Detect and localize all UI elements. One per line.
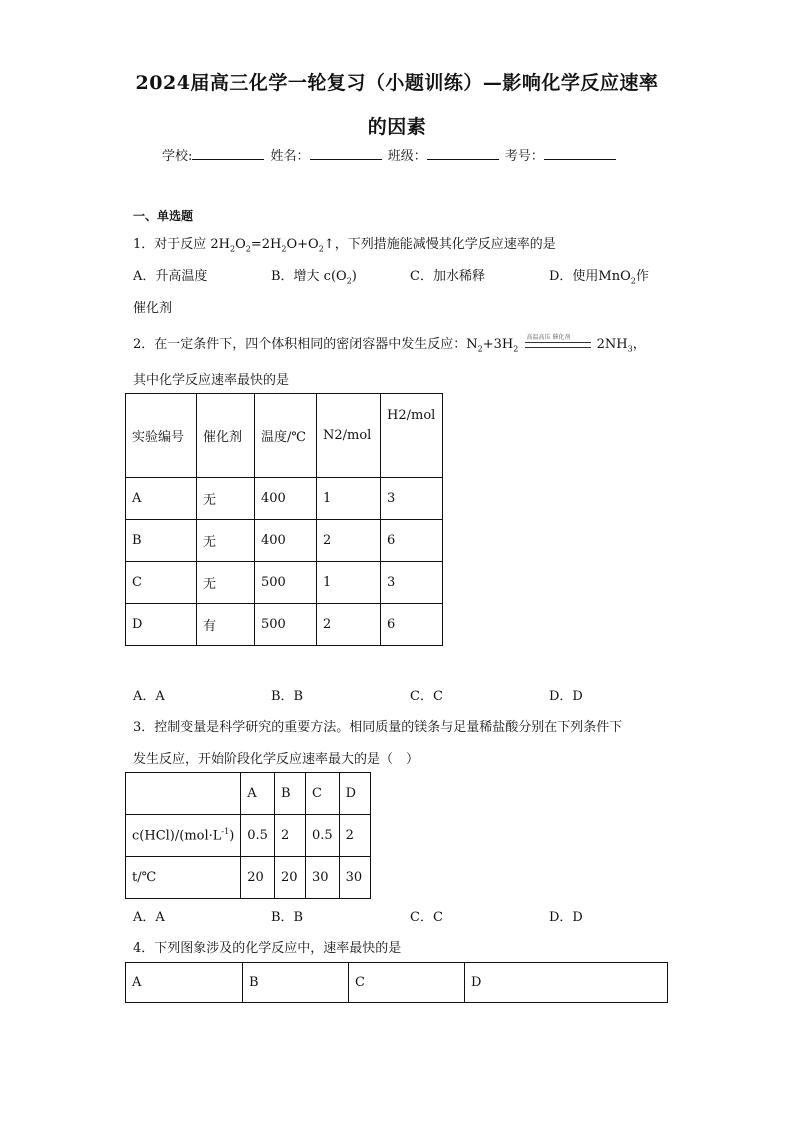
table-header-cell: 温度/℃ xyxy=(255,394,317,478)
table-cell: 0.5 xyxy=(241,815,275,857)
id-field[interactable] xyxy=(544,147,616,160)
q2-table xyxy=(125,393,443,646)
table-header-row xyxy=(126,394,443,478)
q1-option-d[interactable]: D．使用MnO$_2$作 xyxy=(549,269,649,286)
table-cell: 1 xyxy=(317,478,381,520)
table-cell: C xyxy=(126,562,197,604)
q1-option-a[interactable]: A．升高温度 xyxy=(133,269,208,284)
table-row xyxy=(126,562,443,604)
table-header-cell xyxy=(126,773,241,815)
table-cell: 无 xyxy=(197,520,255,562)
table-cell: 500 xyxy=(255,604,317,646)
student-info-line xyxy=(162,145,618,164)
q3-option-a[interactable]: A．A xyxy=(133,910,165,925)
table-cell: 3 xyxy=(381,478,443,520)
table-row xyxy=(126,520,443,562)
table-cell: B xyxy=(126,520,197,562)
q1-option-d-continued: 催化剂 xyxy=(133,301,173,316)
table-header-cell: C xyxy=(349,963,465,1003)
table-header-cell: H2/mol xyxy=(381,394,443,478)
table-cell: 30 xyxy=(305,857,339,899)
section-heading: 一、单选题 xyxy=(133,209,194,223)
table-row-label: t/℃ xyxy=(126,857,241,899)
equilibrium-arrow-icon: 高温高压 催化剂 xyxy=(523,338,593,352)
q3-option-b[interactable]: B．B xyxy=(271,910,304,925)
table-cell: 20 xyxy=(274,857,305,899)
table-header-cell: B xyxy=(274,773,305,815)
table-header-cell: A xyxy=(126,963,243,1003)
table-row-label: $c(HCl)/(mol\cdot L^{-1})$ xyxy=(126,815,241,857)
table-cell: 有 xyxy=(197,604,255,646)
table-cell: 400 xyxy=(255,478,317,520)
table-header-cell: D xyxy=(339,773,370,815)
q1-stem: 1．对于反应 $2H_2O_2=2H_2O+O_2↑$，下列措施能减慢其化学反应速率的是 xyxy=(133,237,556,254)
table-cell: 2 xyxy=(274,815,305,857)
q4-stem: 4．下列图象涉及的化学反应中，速率最快的是 xyxy=(133,941,402,956)
q2-option-d[interactable]: D．D xyxy=(549,689,583,704)
name-label: 姓名： xyxy=(270,149,310,164)
table-header-cell: N2/mol xyxy=(317,394,381,478)
q3-stem: 3．控制变量是科学研究的重要方法。相同质量的镁条与足量稀盐酸分别在下列条件下 xyxy=(133,720,623,735)
page-title: 2024届高三化学一轮复习（小题训练）—影响化学反应速率 xyxy=(135,72,659,94)
q3-table xyxy=(125,772,371,899)
table-cell: 400 xyxy=(255,520,317,562)
table-cell: 30 xyxy=(339,857,370,899)
table-cell: 无 xyxy=(197,562,255,604)
table-cell: 20 xyxy=(241,857,275,899)
name-field[interactable] xyxy=(310,147,382,160)
q2-option-c[interactable]: C．C xyxy=(410,689,443,704)
table-header-cell: A xyxy=(241,773,275,815)
q4-table xyxy=(125,962,668,1003)
q1-option-c[interactable]: C．加水稀释 xyxy=(410,269,485,284)
table-header-cell: 实验编号 xyxy=(126,394,197,478)
table-row xyxy=(126,604,443,646)
table-header-row xyxy=(126,773,371,815)
table-cell: 2 xyxy=(317,604,381,646)
table-cell: 2 xyxy=(339,815,370,857)
page-title-line2: 的因素 xyxy=(367,116,427,138)
table-header-row xyxy=(126,963,668,1003)
table-cell: 6 xyxy=(381,604,443,646)
table-cell: 500 xyxy=(255,562,317,604)
table-cell: A xyxy=(126,478,197,520)
table-cell: 2 xyxy=(317,520,381,562)
q3-option-c[interactable]: C．C xyxy=(410,910,443,925)
table-cell: 0.5 xyxy=(305,815,339,857)
table-cell: 无 xyxy=(197,478,255,520)
q3-option-d[interactable]: D．D xyxy=(549,910,583,925)
table-cell: D xyxy=(126,604,197,646)
q2-stem-line2: 其中化学反应速率最快的是 xyxy=(133,373,290,388)
table-header-cell: B xyxy=(243,963,349,1003)
q2-option-a[interactable]: A．A xyxy=(133,689,165,704)
table-row xyxy=(126,478,443,520)
school-label: 学校: xyxy=(162,149,193,164)
table-header-cell: 催化剂 xyxy=(197,394,255,478)
table-row xyxy=(126,857,371,899)
school-field[interactable] xyxy=(192,147,264,160)
table-header-cell: C xyxy=(305,773,339,815)
table-header-cell: D xyxy=(465,963,668,1003)
q1-option-b[interactable]: B．增大 $c(O_2)$ xyxy=(271,269,357,286)
table-cell: 3 xyxy=(381,562,443,604)
q3-stem-line2: 发生反应，开始阶段化学反应速率最大的是（ ） xyxy=(133,752,420,767)
id-label: 考号： xyxy=(504,149,544,164)
class-field[interactable] xyxy=(427,147,499,160)
table-cell: 1 xyxy=(317,562,381,604)
q2-stem: 2．在一定条件下，四个体积相同的密闭容器中发生反应：$N_2+3H_2$ 高温高压 催化剂 $2NH_3$， xyxy=(133,333,646,354)
table-cell: 6 xyxy=(381,520,443,562)
q2-option-b[interactable]: B．B xyxy=(271,689,304,704)
table-row xyxy=(126,815,371,857)
class-label: 班级： xyxy=(387,149,427,164)
